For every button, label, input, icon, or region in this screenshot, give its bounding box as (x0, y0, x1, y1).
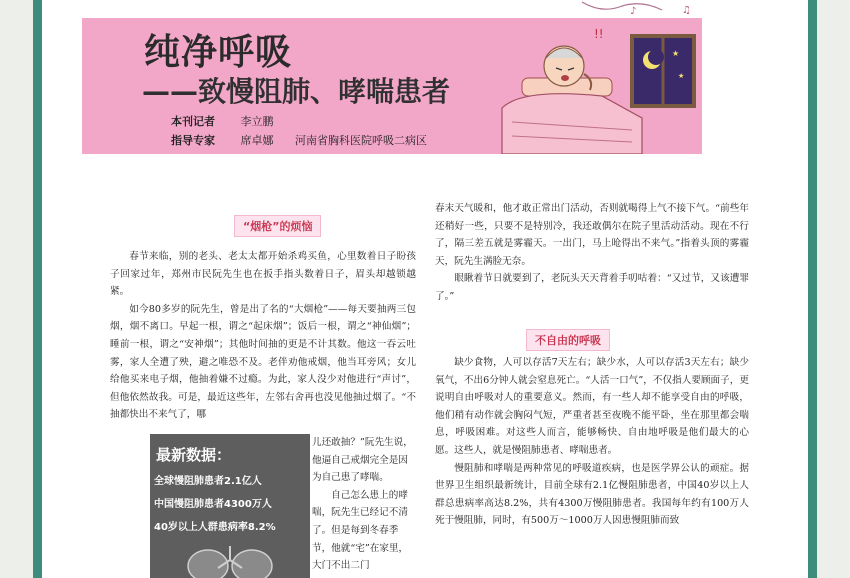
stats-line-prevalence: 40岁以上人群患病率8.2% (154, 522, 276, 533)
paragraph: 慢阻肺和哮喘是两种常见的呼吸道疾病，也是医学界公认的顽症。据世界卫生组织最新统计，目前全球有2.1亿慢阻肺患者，中国40岁以上人群总患病率高达8.2%，共有4300万慢阻肺患者。我国每年约有100万人死于慢阻肺，同时，有500万～1000万人因患慢阻肺而致 (435, 462, 749, 527)
article-header (82, 18, 702, 154)
svg-text:!!: !! (594, 27, 604, 41)
lungs-icon (178, 546, 282, 578)
svg-text:★: ★ (678, 72, 685, 80)
left-column-wrap (312, 434, 416, 575)
paragraph: 儿还敢抽？”阮先生说，他逼自己戒烟完全是因为自己患了哮喘。 (312, 437, 413, 484)
paragraph: 缺少食物，人可以存活7天左右；缺少水，人可以存活3天左右；缺少氧气，不出6分钟人就会窒息死亡。“人活一口气”，不仅指人要顾面子，更说明自由呼吸对人的重要意义。然而，有一些人却不能享受自由的呼吸，他们稍有动作就会胸闷气短，严重者甚至夜晚不能平卧，坐在那里都会喘息，呼吸困难。对这些人而言，能够畅快、自由地呼吸是他们最大的心愿。这些人，就是慢阻肺患者、哮喘患者。 (435, 357, 749, 456)
section-heading-breathing: 不自由的呼吸 (526, 329, 610, 351)
top-doodle-icon (42, 0, 808, 18)
stats-line-global: 全球慢阻肺患者2.1亿人 (154, 476, 262, 487)
advisor-credit (171, 132, 445, 148)
reporter-name: 李立鹏 (240, 115, 274, 128)
svg-text:★: ★ (672, 49, 680, 58)
paragraph: 眼瞅着节日就要到了，老阮头天天背着手叨咕着：“又过节，又该遭罪了。” (435, 273, 749, 302)
paragraph: 如今80多岁的阮先生，曾是出了名的“大烟枪”——每天要抽两三包烟，烟不离口。早起一根，谓之“起床烟”；饭后一根，谓之“神仙烟”；睡前一根，谓之“安神烟”；其他时间抽的更是不计其数。他这一吞云吐雾，家人全遭了殃，避之唯恐不及。老伴劝他戒烟，他当耳旁风；女儿给他买来电子烟，他抽着嫌不过瘾。为此，家人没少对他进行“声讨”，但他依然故我。可是，最近这些年，左邻右舍再也没见他抽过烟了。“不抽都快出不来气了，哪 (110, 303, 416, 421)
article-subtitle: ——致慢阻肺、哮喘患者 (142, 75, 451, 108)
stats-line-china: 中国慢阻肺患者4300万人 (154, 499, 272, 510)
paragraph: 自己怎么患上的哮喘，阮先生已经记不清了。但是每到冬春季节，他就“宅”在家里，大门不出二门 (312, 489, 409, 572)
advisor-org: 河南省胸科医院呼吸二病区 (295, 134, 427, 147)
svg-text:♫: ♫ (682, 5, 691, 16)
paragraph: 春节来临，别的老头、老太太都开始杀鸡买鱼，心里数着日子盼孩子回家过年，郑州市民阮先生也在扳手指头数着日子，眉头却越锁越紧。 (110, 251, 416, 298)
page-frame-right (808, 0, 817, 578)
advisor-label: 指导专家 (171, 134, 215, 147)
coughing-patient-illustration-icon (482, 18, 702, 154)
left-column (110, 248, 416, 424)
section-heading-smoker: “烟枪”的烦恼 (234, 215, 321, 237)
svg-text:♪: ♪ (630, 6, 637, 17)
reporter-credit (171, 113, 292, 129)
advisor-name: 席卓娜 (240, 134, 274, 147)
magazine-page (42, 0, 808, 578)
right-column-section2 (435, 354, 749, 530)
reporter-label: 本刊记者 (171, 115, 215, 128)
stats-box (150, 434, 310, 578)
paragraph: 春末天气暖和，他才敢正常出门活动，否则就喝得上气不接下气。“前些年还稍好一些，只要不是特别冷，我还敢偶尔在院子里活动活动。现在不行了，隔三差五就是雾霾天。一出门，马上呛得出不来气。”指着头顶的雾霾天，阮先生满脸无奈。 (435, 203, 749, 267)
page-frame-left (33, 0, 42, 578)
stats-heading: 最新数据： (156, 446, 232, 464)
article-title: 纯净呼吸 (144, 32, 293, 73)
